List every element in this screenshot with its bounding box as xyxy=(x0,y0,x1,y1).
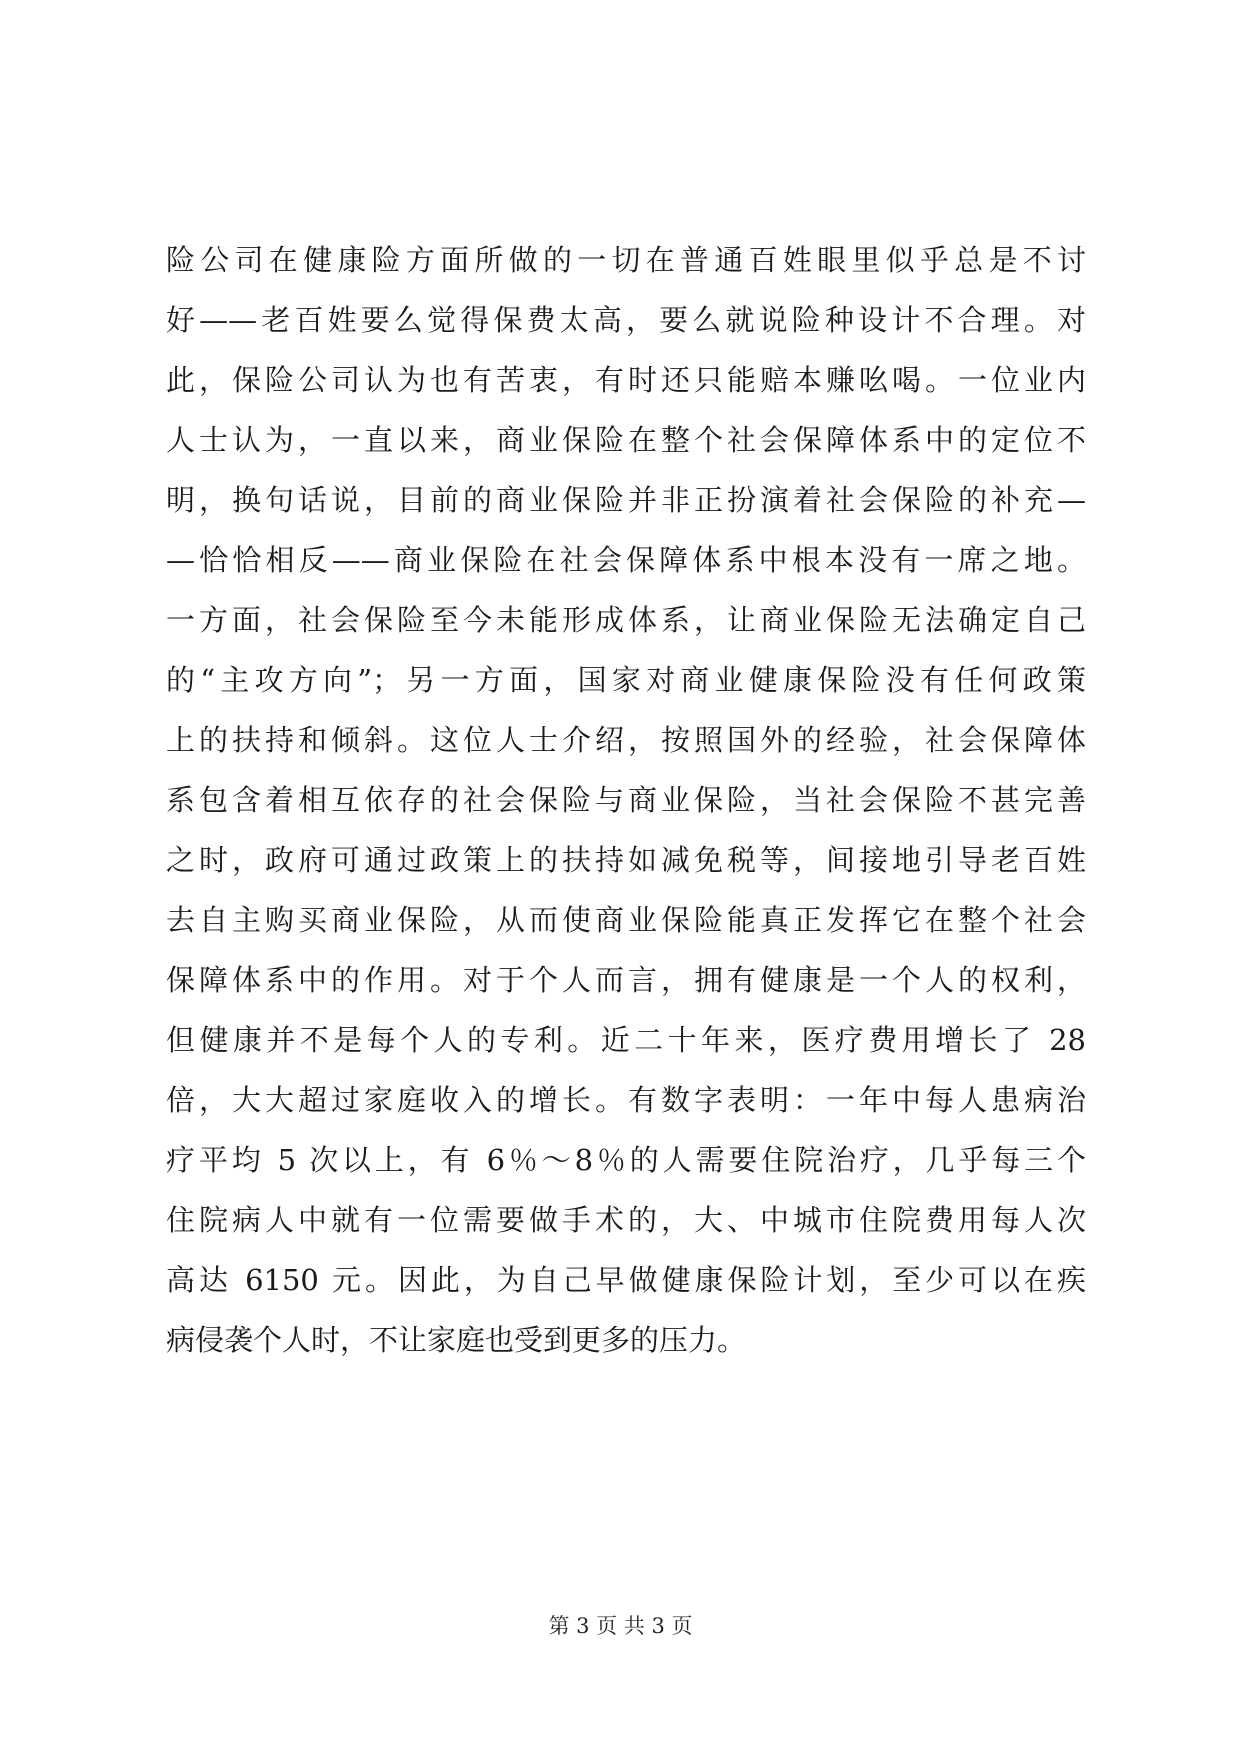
text-line: 上的扶持和倾斜。这位人士介绍，按照国外的经验，社会保障体 xyxy=(166,723,1086,757)
text-line: 但健康并不是每个人的专利。近二十年来，医疗费用增长了 28 xyxy=(166,1023,1086,1057)
text-line: 疗平均 5 次以上，有 6％～8％的人需要住院治疗，几乎每三个 xyxy=(166,1143,1086,1177)
text-line: 住院病人中就有一位需要做手术的，大、中城市住院费用每人次 xyxy=(166,1203,1086,1237)
text-line: 人士认为，一直以来，商业保险在整个社会保障体系中的定位不 xyxy=(166,423,1086,457)
text-line: 明，换句话说，目前的商业保险并非正扮演着社会保险的补充— xyxy=(166,483,1086,517)
text-line: 保障体系中的作用。对于个人而言，拥有健康是一个人的权利， xyxy=(166,963,1086,997)
text-line: 去自主购买商业保险，从而使商业保险能真正发挥它在整个社会 xyxy=(166,903,1086,937)
text-line: 病侵袭个人时，不让家庭也受到更多的压力。 xyxy=(166,1323,747,1357)
text-line: 一方面，社会保险至今未能形成体系，让商业保险无法确定自己 xyxy=(166,603,1086,637)
text-line: 高达 6150 元。因此，为自己早做健康保险计划，至少可以在疾 xyxy=(166,1263,1086,1297)
text-line: 的“主攻方向”；另一方面，国家对商业健康保险没有任何政策 xyxy=(166,663,1086,697)
text-line: —恰恰相反——商业保险在社会保障体系中根本没有一席之地。 xyxy=(166,543,1086,577)
text-line: 倍，大大超过家庭收入的增长。有数字表明：一年中每人患病治 xyxy=(166,1083,1086,1117)
text-line: 好——老百姓要么觉得保费太高，要么就说险种设计不合理。对 xyxy=(166,303,1086,337)
text-line: 此，保险公司认为也有苦衷，有时还只能赔本赚吆喝。一位业内 xyxy=(166,363,1086,397)
text-line: 系包含着相互依存的社会保险与商业保险，当社会保险不甚完善 xyxy=(166,783,1086,817)
page-number-footer: 第 3 页 共 3 页 xyxy=(548,1614,693,1638)
text-line: 之时，政府可通过政策上的扶持如减免税等，间接地引导老百姓 xyxy=(166,843,1086,877)
body-paragraph xyxy=(166,230,1086,1370)
text-line: 险公司在健康险方面所做的一切在普通百姓眼里似乎总是不讨 xyxy=(166,243,1086,277)
